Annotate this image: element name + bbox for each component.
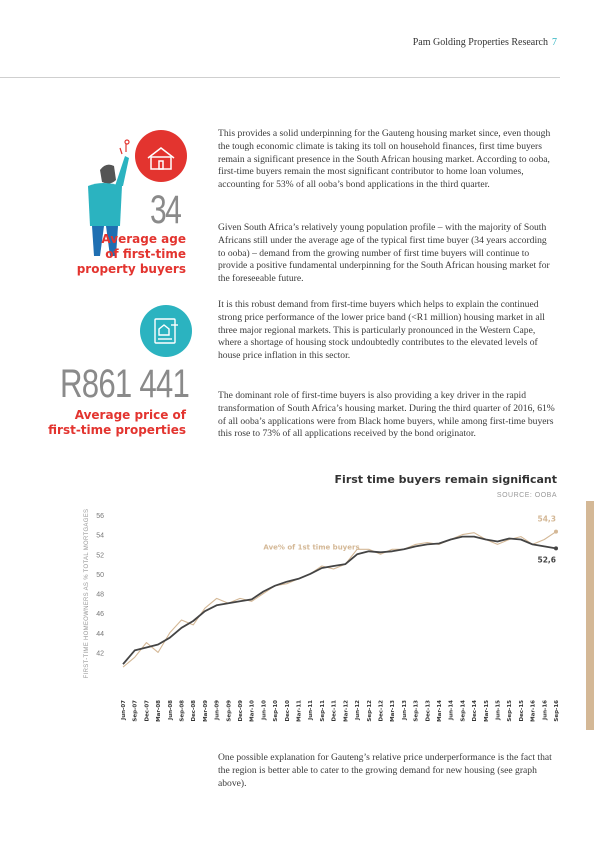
- x-tick-label: Jun-12: [355, 700, 362, 720]
- y-tick-label: 46: [96, 611, 104, 619]
- y-tick-label: 52: [96, 552, 104, 560]
- x-tick-label: Sep-09: [226, 700, 233, 722]
- line-chart: [70, 505, 570, 735]
- average-age-label: Average age of first-time property buyers: [76, 232, 186, 276]
- x-tick-label: Dec-14: [472, 700, 479, 722]
- x-tick-label: Dec-13: [425, 700, 432, 722]
- x-tick-label: Mar-12: [343, 700, 350, 722]
- paragraph: One possible explanation for Gauteng’s relative price underperformance is the fact that the region is better able to cater to the growing demand for new housing (see graph above).: [218, 752, 552, 789]
- person-head-icon: [100, 165, 116, 184]
- x-tick-label: Jun-15: [495, 700, 502, 720]
- x-tick-label: Jun-09: [214, 700, 221, 720]
- x-tick-label: Mar-15: [483, 700, 490, 722]
- x-tick-label: Sep-15: [507, 700, 514, 722]
- y-tick-label: 50: [96, 571, 104, 579]
- y-tick-label: 56: [96, 513, 104, 520]
- paragraph: This provides a solid underpinning for the Gauteng housing market since, even though the tough economic climate is taking its toll on household finances, first time buyers remain a significant presence in the South African housing market. According to ooba, first-time buyers remain the most significant contributor to home loan volumes, accounting for 53% of all ooba’s bond applications in the third quarter.: [218, 128, 551, 191]
- paragraph: The dominant role of first-time buyers is also providing a key driver in the rapid transformation of South Africa’s housing market. During the third quarter of 2016, 61% of all ooba’s applications were from Black home buyers, while among first-time buyers this rose to 73% of all applications received by the bond originator.: [218, 390, 555, 440]
- x-tick-label: Dec-08: [191, 700, 198, 722]
- x-tick-label: Mar-08: [156, 700, 163, 722]
- end-label-average: 54,3: [537, 514, 556, 524]
- paragraph: Given South Africa’s relatively young population profile – with the majority of South Africans still under the average age of the typical first time buyer (34 years according to ooba) – demand from the growing number of first time buyers will continue to provide a positive fundamental underpinning for the South African housing market for the foreseeable future.: [218, 222, 550, 285]
- keys-icon: [120, 140, 129, 154]
- x-tick-label: Mar-16: [530, 700, 537, 722]
- x-tick-label: Mar-11: [296, 700, 303, 722]
- x-tick-label: Dec-12: [378, 700, 385, 722]
- header-divider: [0, 77, 560, 78]
- x-tick-label: Jun-14: [448, 700, 455, 720]
- y-tick-label: 42: [96, 650, 104, 658]
- x-tick-label: Sep-16: [554, 700, 560, 722]
- x-tick-label: Jun-10: [261, 700, 268, 720]
- average-price-label: Average price of first-time properties: [48, 408, 186, 437]
- person-body-icon: [88, 183, 122, 226]
- x-tick-label: Jun-13: [401, 700, 408, 720]
- x-tick-label: Mar-09: [202, 700, 209, 722]
- x-tick-label: Sep-08: [179, 700, 186, 722]
- average-price-value: R861 441: [60, 362, 190, 406]
- x-tick-label: Sep-13: [413, 700, 420, 722]
- x-tick-label: Dec-09: [238, 700, 245, 722]
- x-tick-label: Mar-14: [436, 700, 443, 722]
- chart-source: SOURCE: OOBA: [496, 492, 557, 499]
- x-tick-label: Dec-15: [518, 700, 525, 722]
- x-tick-label: Sep-10: [273, 700, 280, 722]
- page-number: 7: [552, 37, 557, 48]
- x-tick-label: Jun-16: [542, 700, 549, 720]
- y-tick-label: 48: [96, 591, 104, 599]
- x-tick-label: Mar-10: [249, 700, 256, 722]
- y-tick-label: 44: [96, 630, 104, 638]
- x-tick-label: Mar-13: [390, 700, 397, 722]
- x-tick-label: Jun-08: [167, 700, 174, 720]
- series-end-point: [554, 546, 558, 550]
- series-line-trend: [123, 537, 556, 665]
- series-annotation: Ave% of 1st time buyers: [263, 543, 360, 552]
- house-sign-icon: [135, 130, 187, 182]
- x-tick-label: Sep-07: [132, 700, 139, 722]
- average-age-value: 34: [150, 188, 181, 232]
- page-header: [413, 37, 557, 48]
- chart-title: First time buyers remain significant: [334, 473, 557, 486]
- y-axis-label: FIRST-TIME HOMEOWNERS AS % TOTAL MORTGAGES: [84, 508, 90, 679]
- x-tick-label: Sep-12: [366, 700, 373, 722]
- x-tick-label: Jun-11: [308, 700, 315, 720]
- x-tick-label: Sep-14: [460, 700, 467, 722]
- end-label-trend: 52,6: [537, 555, 556, 565]
- x-tick-label: Dec-07: [144, 700, 151, 722]
- series-line-average: [123, 532, 556, 667]
- x-tick-label: Dec-10: [284, 700, 291, 722]
- header-title: Pam Golding Properties Research: [412, 37, 548, 48]
- paragraph: It is this robust demand from first-time buyers which helps to explain the continued strong price performance of the lower price band (<R1 million) housing market in all three major regional markets. This is particularly pronounced in the Western Cape, where a shortage of housing stock undoubtedly contributes to the elevated levels of house price inflation in this sector.: [218, 299, 545, 362]
- x-tick-label: Jun-07: [121, 700, 127, 720]
- sidebar-tab: [586, 501, 594, 730]
- x-tick-label: Dec-11: [331, 700, 338, 722]
- x-tick-label: Sep-11: [319, 700, 326, 722]
- property-document-icon: [140, 305, 192, 357]
- series-end-point: [554, 530, 558, 534]
- y-tick-label: 54: [96, 532, 104, 540]
